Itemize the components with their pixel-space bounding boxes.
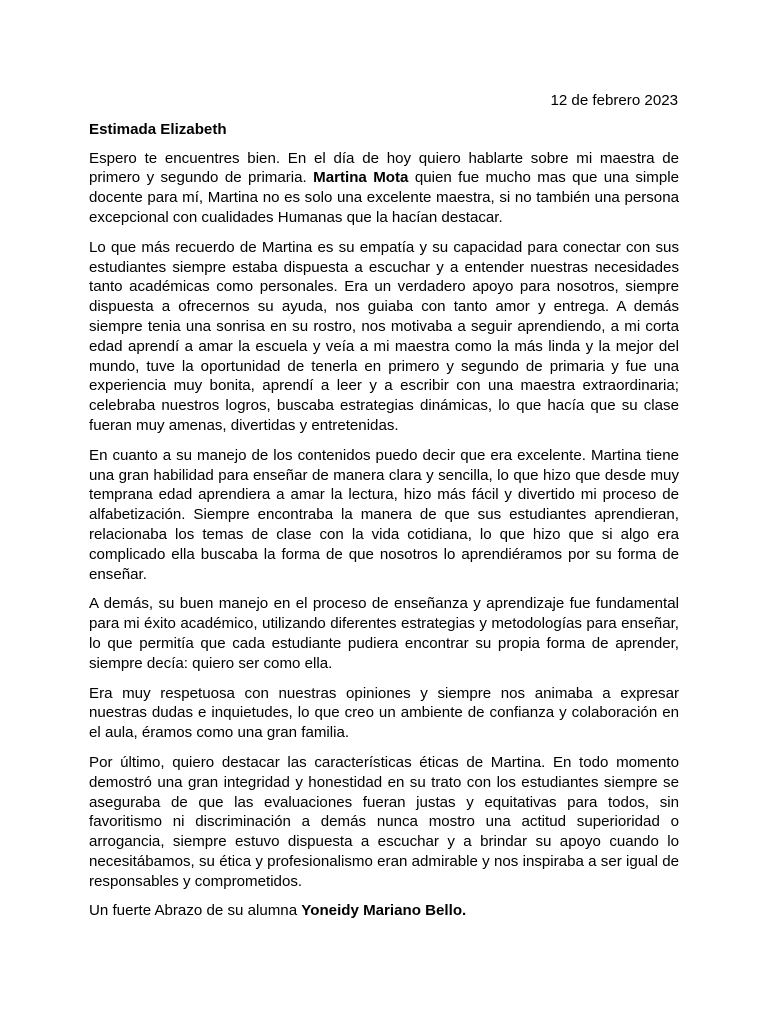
paragraph-ethics: Por último, quiero destacar las características éticas de Martina. En todo momento demostró una gran integridad y honestidad en su trato con los estudiantes siempre se aseguraba de que las evaluaciones fueran justas y equitativas para todos, sin favoritismo ni discriminación a demás nunca mostro una actitud superioridad o arrogancia, siempre estuvo dispuesta a escuchar y a brindar su apoyo cuando lo necesitábamos, su ética y profesionalismo eran admirable y nos inspiraba a ser igual de responsables y comprometidos. xyxy=(89,753,679,890)
letter-closing xyxy=(89,901,679,921)
letter-page xyxy=(89,91,679,921)
letter-date: 12 de febrero 2023 xyxy=(550,92,678,109)
paragraph-intro xyxy=(89,149,679,228)
teacher-name: Martina Mota xyxy=(313,169,409,187)
paragraph-teaching-process: A demás, su buen manejo en el proceso de enseñanza y aprendizaje fue fundamental para mi éxito académico, utilizando diferentes estrategias y metodologías para enseñar, lo que permitía que cada estudiante pudiera encontrar su propia forma de aprender, siempre decía: quiero ser como ella. xyxy=(89,595,679,672)
paragraph-empathy: Lo que más recuerdo de Martina es su empatía y su capacidad para conectar con sus estudiantes siempre estaba dispuesta a escuchar y a entender nuestras necesidades tanto académicas como personales. Era un verdadero apoyo para nosotros, siempre dispuesta a ofrecernos su ayuda, nos guiaba con tanto amor y entrega. A demás siempre tenia una sonrisa en su rostro, nos motivaba a seguir aprendiendo, a mi corta edad aprendí a amar la escuela y veía a mi maestra como la más linda y la mejor del mundo, tuve la oportunidad de tenerla en primero y segundo de primaria y fue una experiencia muy bonita, aprendí a leer y a escribir con una maestra extraordinaria; celebraba nuestros logros, buscaba estrategias dinámicas, lo que hacía que su clase fueran muy amenas, divertidas y entretenidas. xyxy=(89,238,679,434)
paragraph-intro-text-b: quien fue mucho mas que una simple docente para mí, Martina no es solo una excelente maestra, si no también una persona excepcional con cualidades Humanas que la hacían destacar. xyxy=(89,169,679,226)
closing-text: Un fuerte Abrazo de su alumna xyxy=(89,902,298,920)
paragraph-content-management: En cuanto a su manejo de los contenidos puedo decir que era excelente. Martina tiene una gran habilidad para enseñar de manera clara y sencilla, lo que hizo que desde muy temprana edad aprendiera a amar la lectura, hizo más fácil y divertido mi proceso de alfabetización. Siempre encontraba la manera de que sus estudiantes aprendieran, relacionaba los temas de clase con la vida cotidiana, lo que hizo que si algo era complicado ella buscaba la forma de que nosotros lo aprendiéramos por su forma de enseñar. xyxy=(89,446,679,583)
paragraph-respect: Era muy respetuosa con nuestras opiniones y siempre nos animaba a expresar nuestras dudas e inquietudes, lo que creo un ambiente de confianza y colaboración en el aula, éramos como una gran familia. xyxy=(89,684,679,742)
paragraph-intro-text-a: Espero te encuentres bien. En el día de hoy quiero hablarte sobre mi maestra de primero y segundo de primaria. xyxy=(89,149,679,187)
signature-name: Yoneidy Mariano Bello. xyxy=(301,902,467,920)
letter-greeting: Estimada Elizabeth xyxy=(89,120,227,138)
